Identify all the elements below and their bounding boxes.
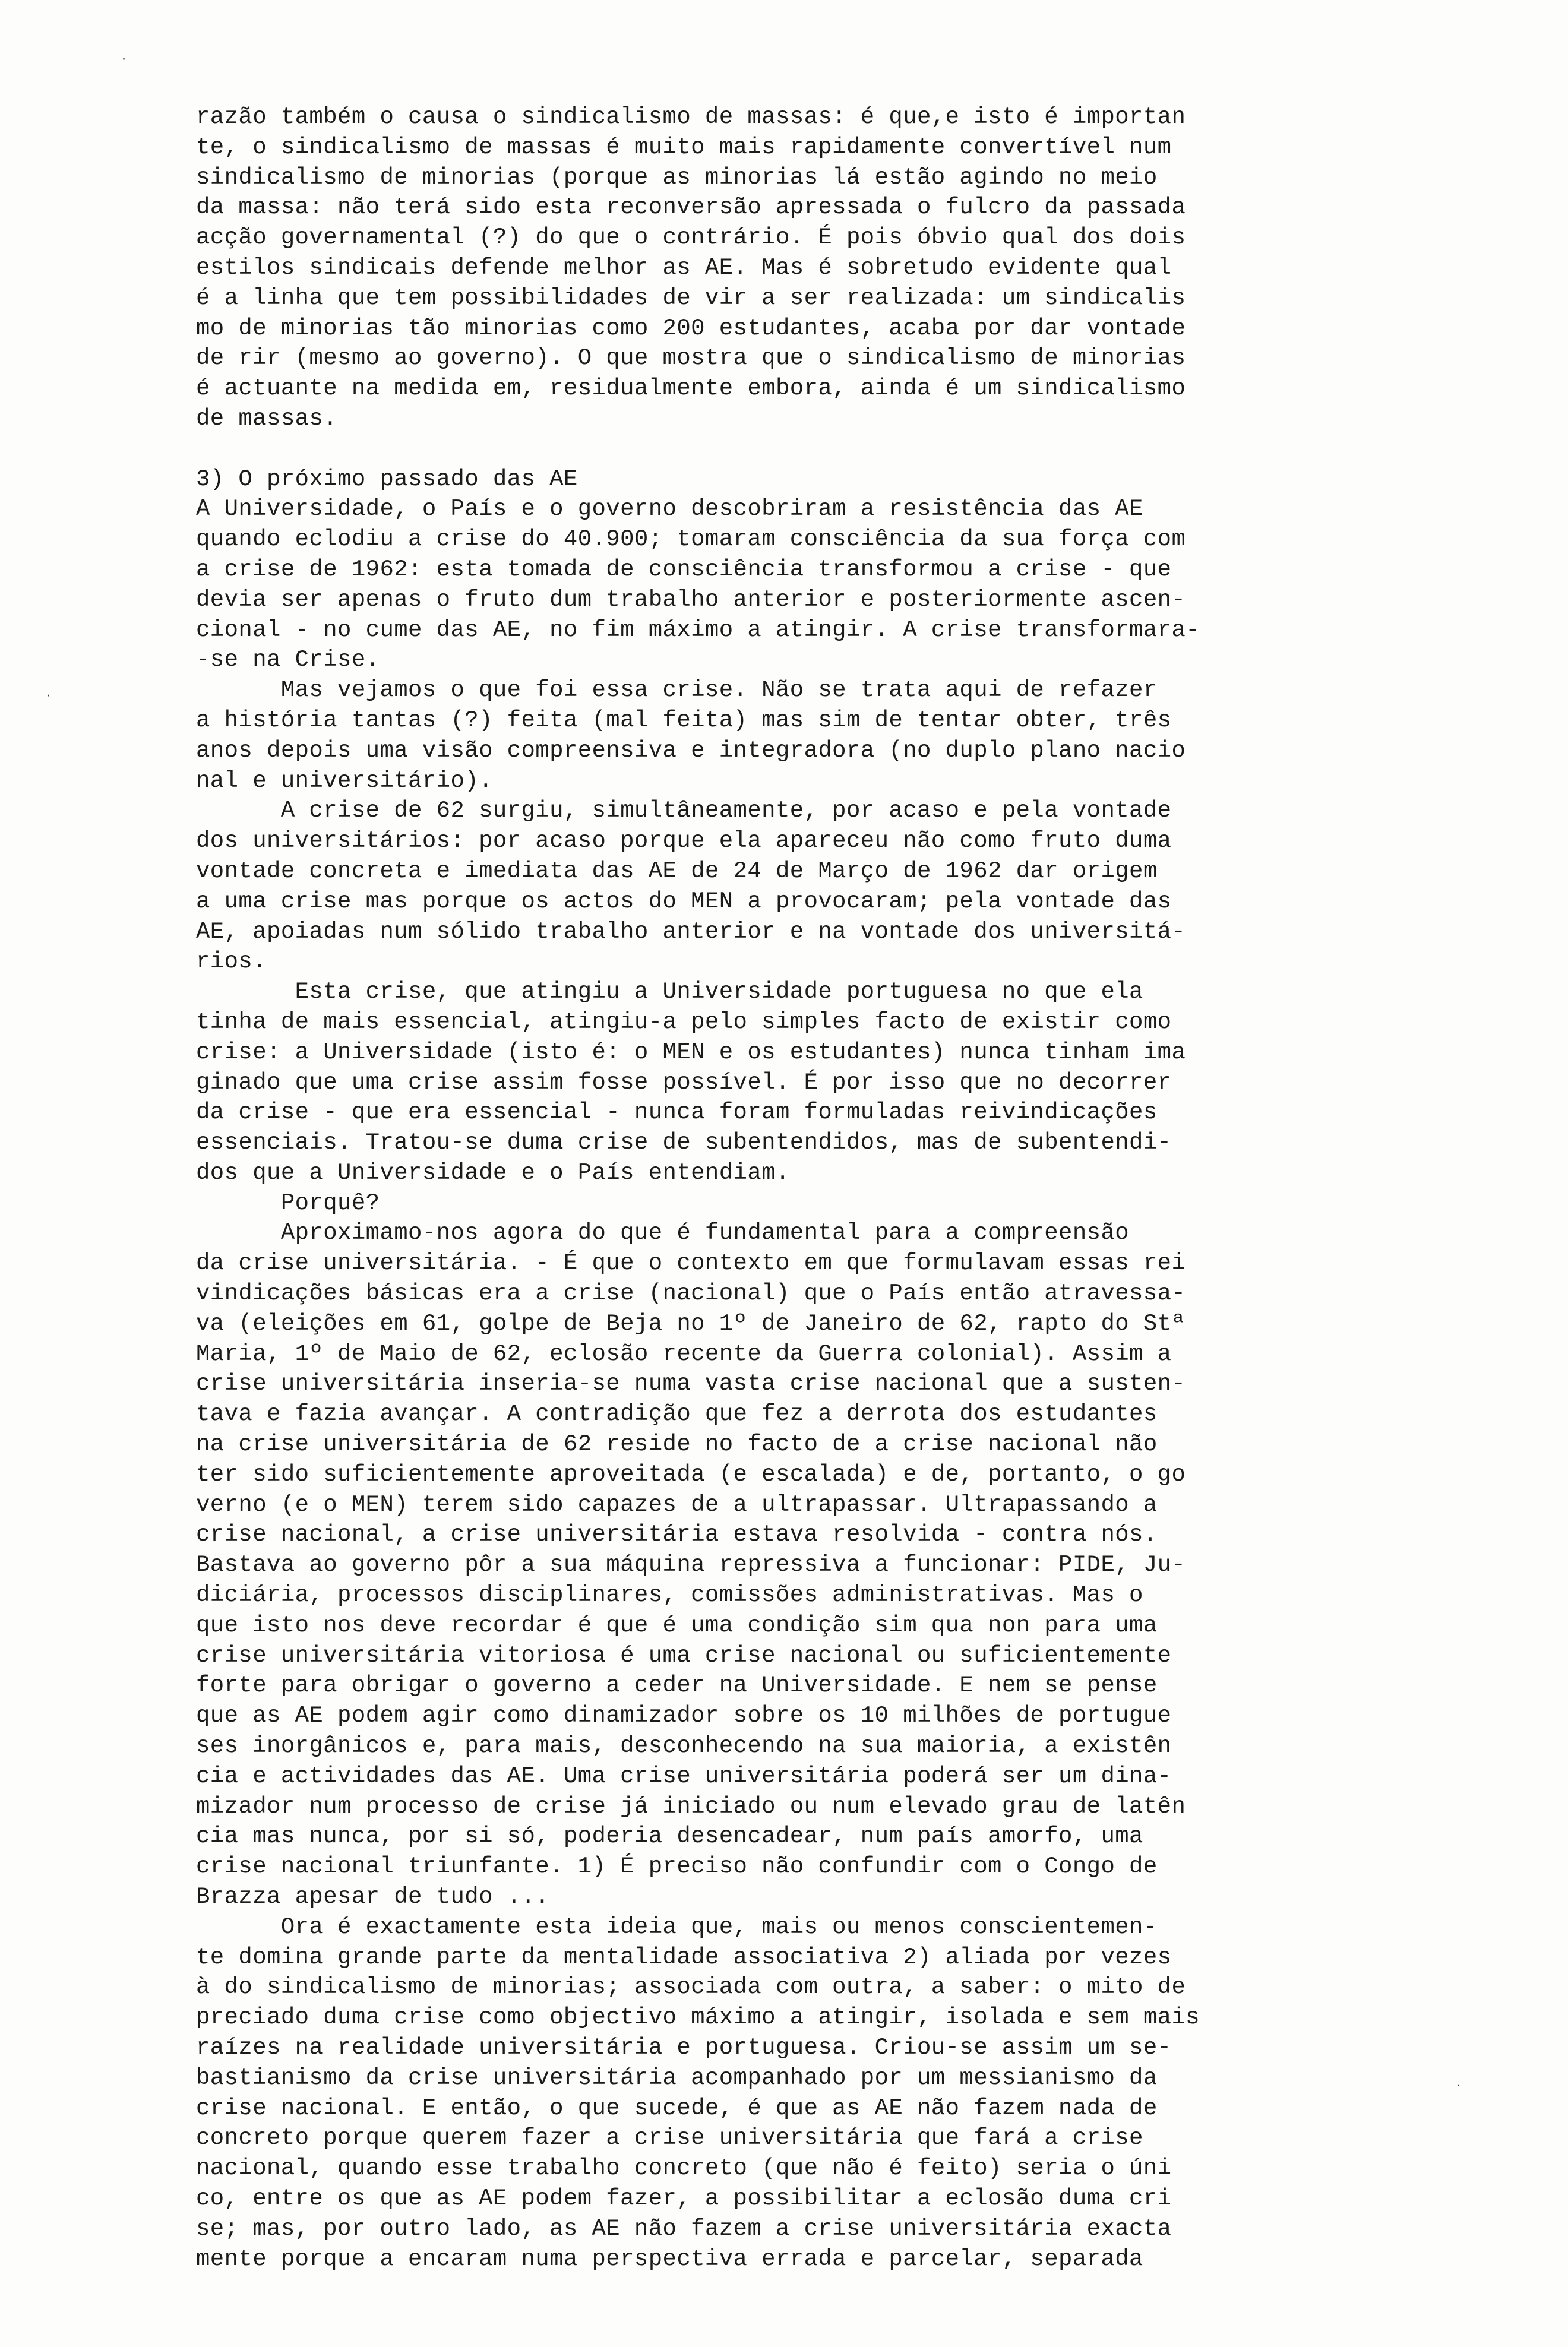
text-line: dos que a Universidade e o País entendiam. [196, 1159, 790, 1186]
text-line: devia ser apenas o fruto dum trabalho anterior e posteriormente ascen- [196, 586, 1186, 613]
typewritten-text [196, 102, 1443, 2274]
text-line: te, o sindicalismo de massas é muito mais rapidamente convertível num [196, 134, 1172, 160]
text-line: a crise de 1962: esta tomada de consciência transformou a crise - que [196, 556, 1172, 583]
text-line: é a linha que tem possibilidades de vir a ser realizada: um sindicalis [196, 284, 1186, 311]
paragraph [196, 977, 1443, 1188]
text-line: te domina grande parte da mentalidade associativa 2) aliada por vezes [196, 1944, 1172, 1970]
margin-mark: · [122, 52, 126, 67]
paragraph [196, 1218, 1443, 1912]
text-line: da crise - que era essencial - nunca foram formuladas reivindicações [196, 1099, 1158, 1126]
margin-mark: · [1456, 2079, 1460, 2093]
text-line: cional - no cume das AE, no fim máximo a atingir. A crise transformara- [196, 616, 1200, 643]
text-line: Esta crise, que atingiu a Universidade portuguesa no que ela [196, 979, 1143, 1005]
text-line: anos depois uma visão compreensiva e integradora (no duplo plano nacio [196, 737, 1186, 764]
text-line: crise universitária vitoriosa é uma crise nacional ou suficientemente [196, 1642, 1172, 1669]
text-line: razão também o causa o sindicalismo de massas: é que,e isto é importan [196, 104, 1186, 130]
paragraph [196, 494, 1443, 675]
text-line: nacional, quando esse trabalho concreto (que não é feito) seria o úni [196, 2155, 1172, 2182]
text-line: é actuante na medida em, residualmente embora, ainda é um sindicalismo [196, 375, 1186, 402]
text-line: raízes na realidade universitária e portuguesa. Criou-se assim um se- [196, 2035, 1172, 2061]
paragraph-spacer [196, 434, 1443, 464]
text-line: Ora é exactamente esta ideia que, mais ou menos conscientemen- [196, 1913, 1158, 1940]
text-line: à do sindicalismo de minorias; associada com outra, a saber: o mito de [196, 1974, 1186, 2001]
text-line: crise nacional. E então, o que sucede, é que as AE não fazem nada de [196, 2095, 1158, 2121]
text-line: dos universitários: por acaso porque ela apareceu não como fruto duma [196, 828, 1172, 855]
text-line: AE, apoiadas num sólido trabalho anterior e na vontade dos universitá- [196, 918, 1186, 945]
text-line: Brazza apesar de tudo ... [196, 1884, 550, 1911]
text-line: de rir (mesmo ao governo). O que mostra que o sindicalismo de minorias [196, 345, 1186, 372]
text-line: essenciais. Tratou-se duma crise de subentendidos, mas de subentendi- [196, 1130, 1172, 1156]
text-line: Bastava ao governo pôr a sua máquina repressiva a funcionar: PIDE, Ju- [196, 1552, 1186, 1579]
text-line: cia mas nunca, por si só, poderia desencadear, num país amorfo, uma [196, 1823, 1143, 1850]
text-line: se; mas, por outro lado, as AE não fazem a crise universitária exacta [196, 2215, 1172, 2242]
text-line: mizador num processo de crise já iniciado ou num elevado grau de latên [196, 1793, 1186, 1820]
text-line: cia e actividades das AE. Uma crise universitária poderá ser um dina- [196, 1763, 1172, 1789]
text-line: crise universitária inseria-se numa vasta crise nacional que a susten- [196, 1371, 1186, 1397]
text-line: Mas vejamos o que foi essa crise. Não se trata aqui de refazer [196, 677, 1158, 704]
paragraph [196, 675, 1443, 796]
text-line: que isto nos deve recordar é que é uma condição sim qua non para uma [196, 1612, 1158, 1639]
text-line: ter sido suficientemente aproveitada (e escalada) e de, portanto, o go [196, 1461, 1186, 1488]
text-line: ginado que uma crise assim fosse possível. É por isso que no decorrer [196, 1069, 1172, 1096]
text-line: co, entre os que as AE podem fazer, a possibilitar a eclosão duma cri [196, 2185, 1172, 2212]
text-line: mo de minorias tão minorias como 200 estudantes, acaba por dar vontade [196, 315, 1186, 341]
text-line: que as AE podem agir como dinamizador sobre os 10 milhões de portugue [196, 1703, 1172, 1729]
text-line: vontade concreta e imediata das AE de 24 de Março de 1962 dar origem [196, 858, 1158, 884]
text-line: sindicalismo de minorias (porque as minorias lá estão agindo no meio [196, 164, 1158, 191]
text-line: diciária, processos disciplinares, comissões administrativas. Mas o [196, 1582, 1143, 1609]
text-line: -se na Crise. [196, 647, 380, 673]
text-line: va (eleições em 61, golpe de Beja no 1º de Janeiro de 62, rapto do Stª [196, 1310, 1186, 1337]
text-line: da massa: não terá sido esta reconversão apressada o fulcro da passada [196, 194, 1186, 221]
text-line: rios. [196, 948, 267, 975]
paragraph [196, 796, 1443, 977]
text-line: ses inorgânicos e, para mais, desconhecendo na sua maioria, a existên [196, 1733, 1172, 1760]
text-line: Porquê? [196, 1190, 380, 1216]
text-line: tava e fazia avançar. A contradição que fez a derrota dos estudantes [196, 1401, 1158, 1428]
text-line: Maria, 1º de Maio de 62, eclosão recente da Guerra colonial). Assim a [196, 1340, 1172, 1367]
text-line: crise: a Universidade (isto é: o MEN e os estudantes) nunca tinham ima [196, 1039, 1186, 1065]
text-line: concreto porque querem fazer a crise universitária que fará a crise [196, 2125, 1143, 2152]
text-line: tinha de mais essencial, atingiu-a pelo simples facto de existir como [196, 1008, 1172, 1035]
text-line: verno (e o MEN) terem sido capazes de a ultrapassar. Ultrapassando a [196, 1491, 1158, 1518]
text-line: crise nacional, a crise universitária estava resolvida - contra nós. [196, 1522, 1158, 1548]
paragraph [196, 1912, 1443, 2275]
text-line: de massas. [196, 405, 338, 432]
text-line: quando eclodiu a crise do 40.900; tomaram consciência da sua força com [196, 526, 1186, 553]
text-line: da crise universitária. - É que o contexto em que formulavam essas rei [196, 1250, 1186, 1277]
text-line: forte para obrigar o governo a ceder na Universidade. E nem se pense [196, 1672, 1158, 1699]
paragraph [196, 102, 1443, 434]
text-line: preciado duma crise como objectivo máximo a atingir, isolada e sem mais [196, 2004, 1200, 2031]
text-line: mente porque a encaram numa perspectiva errada e parcelar, separada [196, 2245, 1143, 2272]
text-line: a história tantas (?) feita (mal feita) mas sim de tentar obter, três [196, 707, 1172, 733]
text-line: A crise de 62 surgiu, simultâneamente, por acaso e pela vontade [196, 798, 1172, 824]
section-heading: 3) O próximo passado das AE [196, 466, 578, 492]
text-line: vindicações básicas era a crise (nacional) que o País então atravessa- [196, 1280, 1186, 1307]
text-line: estilos sindicais defende melhor as AE. Mas é sobretudo evidente qual [196, 254, 1172, 281]
text-line: Aproximamo-nos agora do que é fundamental para a compreensão [196, 1220, 1130, 1247]
text-line: na crise universitária de 62 reside no facto de a crise nacional não [196, 1431, 1158, 1458]
text-line: acção governamental (?) do que o contrário. É pois óbvio qual dos dois [196, 224, 1186, 251]
text-line: A Universidade, o País e o governo descobriram a resistência das AE [196, 496, 1143, 523]
text-line: nal e universitário). [196, 767, 493, 794]
text-line: bastianismo da crise universitária acompanhado por um messianismo da [196, 2064, 1158, 2091]
paragraph [196, 1188, 1443, 1219]
margin-mark: · [46, 689, 50, 704]
text-line: a uma crise mas porque os actos do MEN a provocaram; pela vontade das [196, 888, 1172, 915]
text-line: crise nacional triunfante. 1) É preciso não confundir com o Congo de [196, 1853, 1158, 1880]
